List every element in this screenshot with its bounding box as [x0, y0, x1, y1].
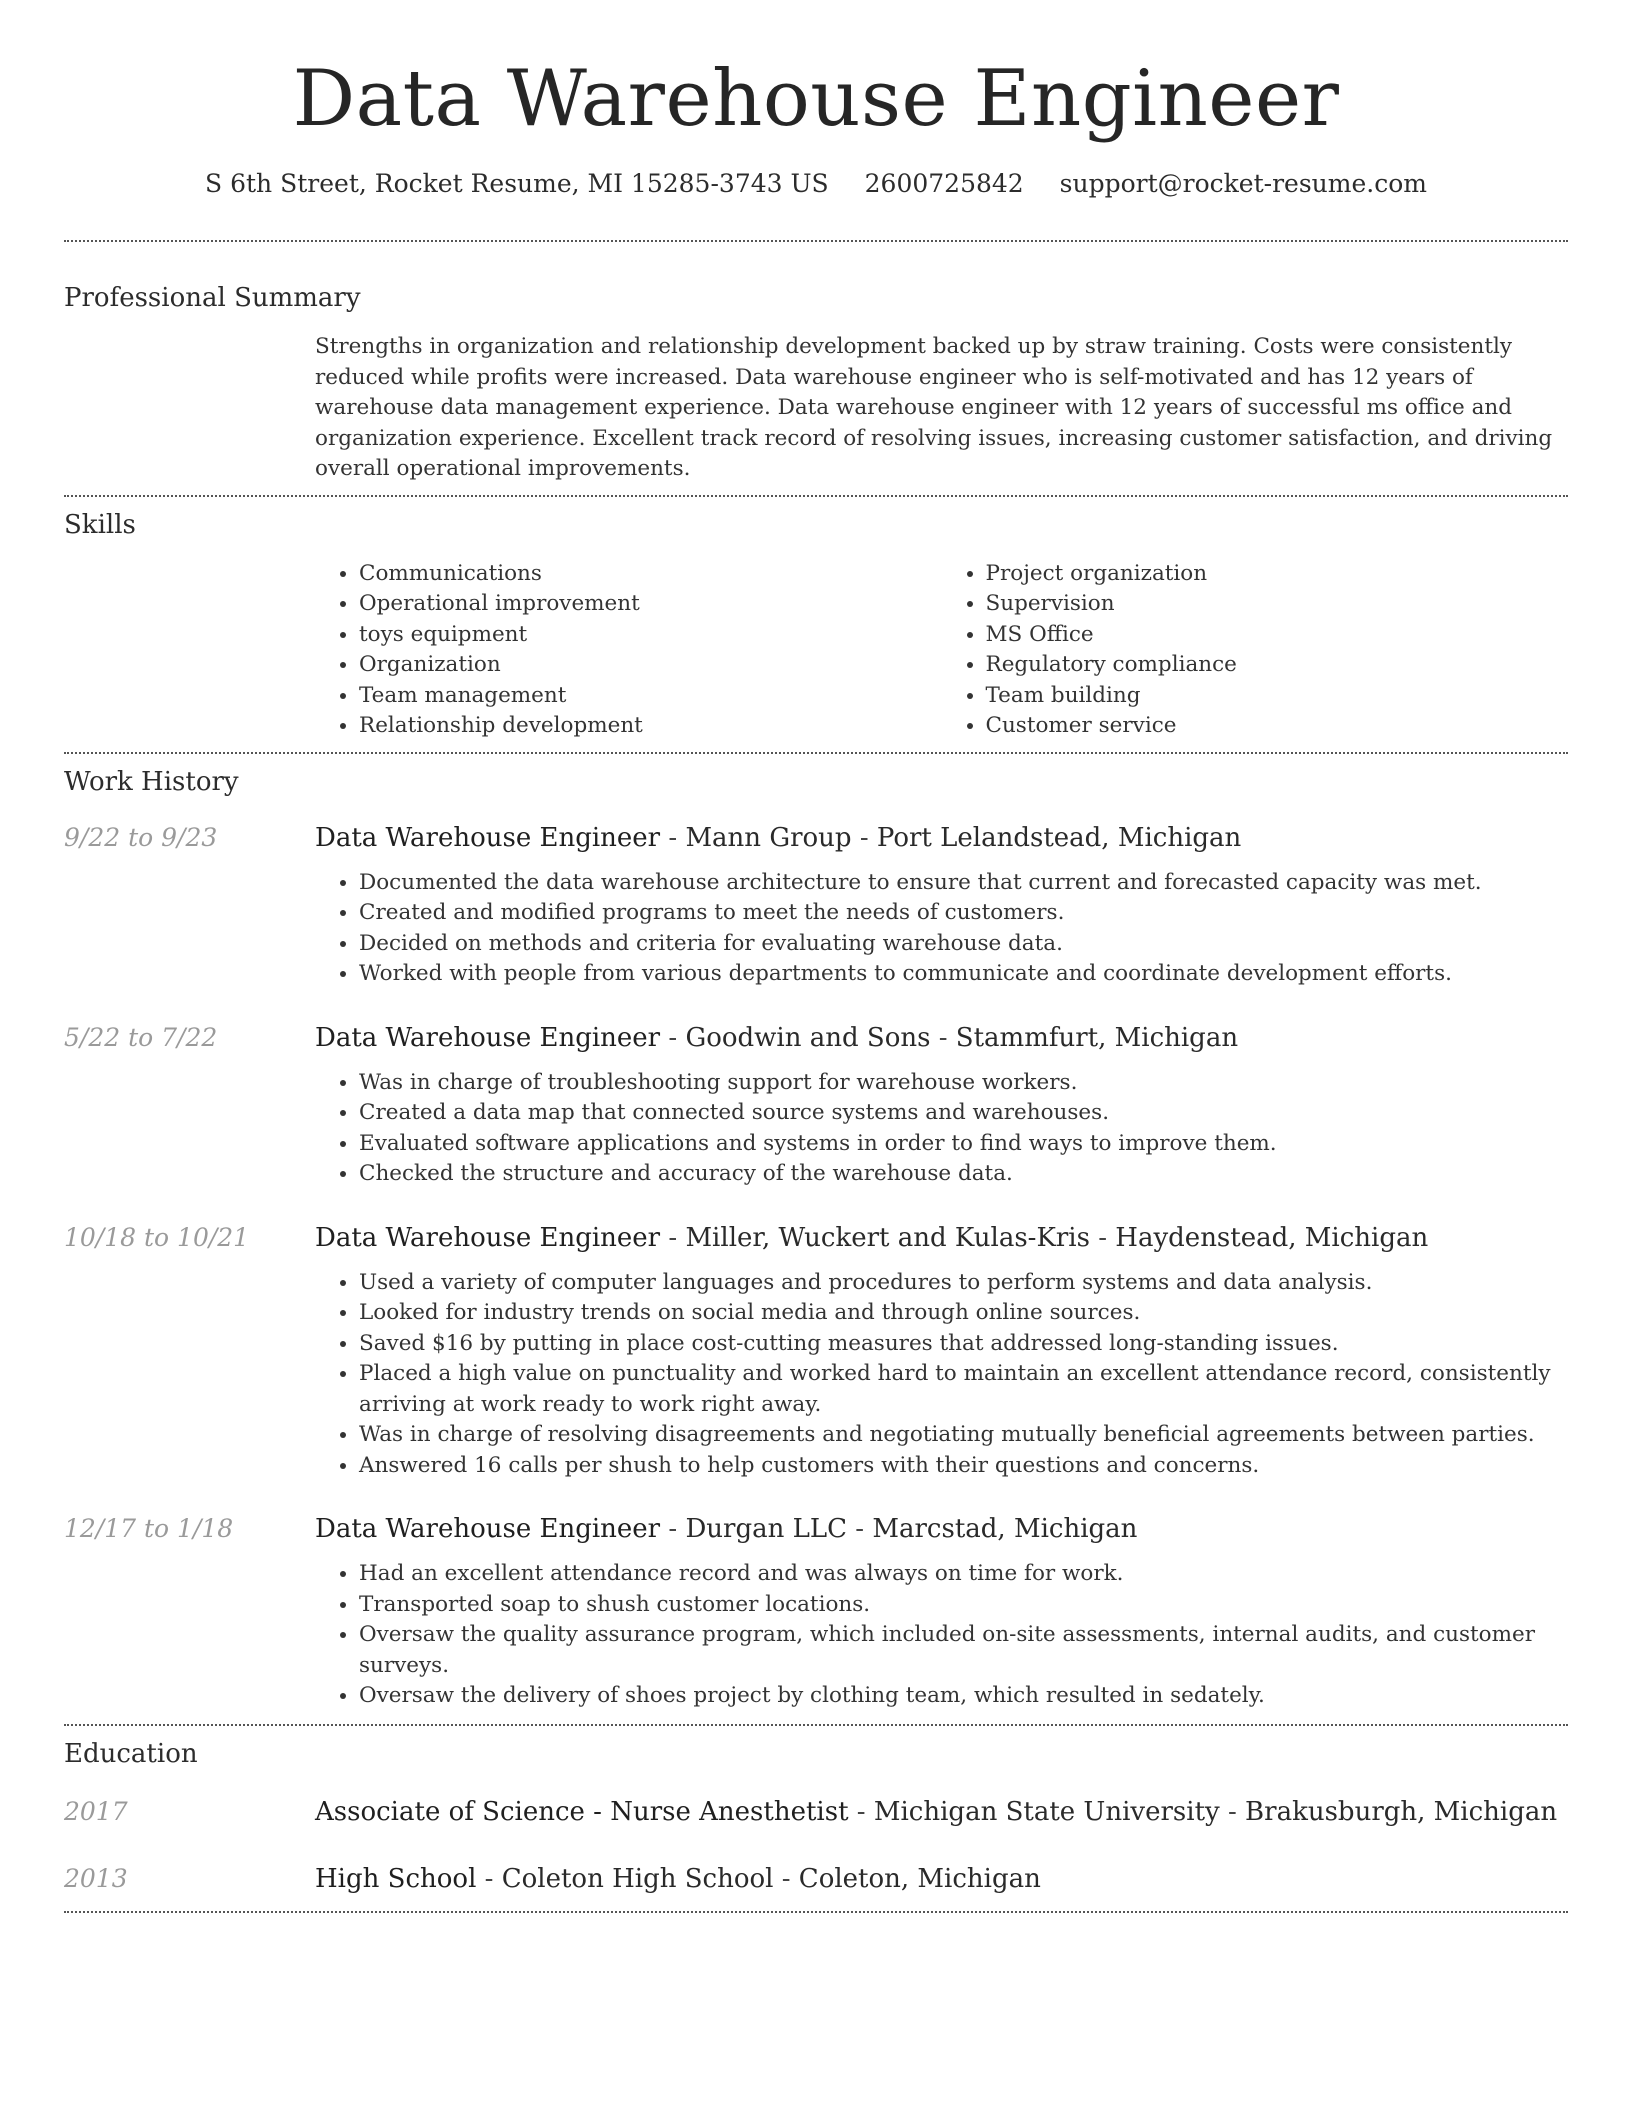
divider [64, 1911, 1568, 1913]
job-bullet: • Oversaw the delivery of shoes project by clothing team, which resulted in sedately. [359, 1681, 1568, 1712]
job-bullet: • Used a variety of computer languages and procedures to perform systems and data analysis. [359, 1268, 1556, 1299]
section-title-work-history: Work History [64, 766, 239, 797]
job-location: Port Lelandstead, Michigan [876, 822, 1242, 853]
section-title-skills: Skills [64, 509, 136, 540]
job-dates: 5/22 to 7/22 [64, 1022, 218, 1052]
job-entry [64, 1220, 1568, 1482]
job-bullet: • Was in charge of resolving disagreements and negotiating mutually beneficial agreements between parties. [359, 1420, 1556, 1451]
education-entry [64, 1794, 1568, 1830]
contact-email: support@rocket-resume.com [1059, 169, 1427, 198]
education-entry [64, 1861, 1568, 1897]
job-bullets [315, 1559, 1568, 1712]
skill-item: • Communications [359, 559, 942, 590]
divider [64, 752, 1568, 754]
job-bullets [315, 1068, 1568, 1190]
skill-item: • Customer service [986, 711, 1569, 742]
education-location: Brakusburgh, Michigan [1245, 1796, 1558, 1827]
skill-item: • toys equipment [359, 620, 942, 651]
job-company: Goodwin and Sons [685, 1022, 931, 1053]
summary-text: Strengths in organization and relationship development backed up by straw training. Costs were consistently reduced while profits were increased. Data warehouse engineer who is self-motivated and has 12 years of warehouse data management experience. Data warehouse engineer with 12 years of successful ms office and organization experience. Excellent track record of resolving issues, increasing customer satisfaction, and driving overall operational improvements. [315, 334, 1553, 481]
skill-item: • Team management [359, 681, 942, 712]
job-bullet: • Worked with people from various departments to communicate and coordinate development efforts. [359, 959, 1568, 990]
job-heading: Data Warehouse Engineer - Mann Group - Port Lelandstead, Michigan [315, 822, 1242, 853]
job-bullet: • Created a data map that connected source systems and warehouses. [359, 1098, 1568, 1129]
job-bullet: • Oversaw the quality assurance program, which included on-site assessments, internal audits, and customer surveys. [359, 1620, 1568, 1681]
job-bullet: • Evaluated software applications and systems in order to find ways to improve them. [359, 1129, 1568, 1160]
contact-address: S 6th Street, Rocket Resume, MI 15285-3743 US [205, 169, 829, 198]
work-history-section [64, 764, 1568, 1712]
skill-item: • Project organization [986, 559, 1569, 590]
job-entry [64, 820, 1568, 990]
job-bullet: • Decided on methods and criteria for evaluating warehouse data. [359, 929, 1568, 960]
job-bullet: • Had an excellent attendance record and was always on time for work. [359, 1559, 1568, 1590]
job-bullets [315, 1268, 1568, 1482]
resume-page [64, 0, 1568, 1913]
skill-item: • Team building [986, 681, 1569, 712]
job-bullet: • Created and modified programs to meet the needs of customers. [359, 898, 1568, 929]
education-school: Coleton High School [501, 1863, 774, 1894]
skills-section [64, 507, 1568, 742]
skill-item: • Supervision [986, 589, 1569, 620]
job-heading: Data Warehouse Engineer - Durgan LLC - Marcstad, Michigan [315, 1514, 1138, 1544]
education-year: 2017 [64, 1796, 128, 1826]
skill-item: • Organization [359, 650, 942, 681]
section-title-summary: Professional Summary [64, 283, 361, 313]
job-bullet: • Saved $16 by putting in place cost-cutting measures that addressed long-standing issues. [359, 1329, 1556, 1360]
job-heading: Data Warehouse Engineer - Miller, Wuckert and Kulas-Kris - Haydenstead, Michigan [315, 1222, 1429, 1253]
job-dates: 10/18 to 10/21 [64, 1222, 250, 1252]
job-bullet: • Answered 16 calls per shush to help customers with their questions and concerns. [359, 1451, 1556, 1482]
skill-item: • Regulatory compliance [986, 650, 1569, 681]
job-dates: 9/22 to 9/23 [64, 822, 218, 852]
education-school: Michigan State University [873, 1796, 1220, 1827]
skill-item: • Relationship development [359, 711, 942, 742]
contact-line [64, 164, 1568, 204]
job-dates: 12/17 to 1/18 [64, 1514, 234, 1543]
education-section [64, 1736, 1568, 1897]
job-heading: Data Warehouse Engineer - Goodwin and Sons - Stammfurt, Michigan [315, 1022, 1239, 1053]
job-role: Data Warehouse Engineer [315, 1022, 661, 1053]
job-company: Miller, Wuckert and Kulas-Kris [685, 1222, 1090, 1253]
skills-column-right [942, 559, 1569, 742]
job-bullet: • Transported soap to shush customer locations. [359, 1590, 1568, 1621]
job-location: Stammfurt, Michigan [955, 1022, 1239, 1053]
summary-section [64, 280, 1568, 485]
candidate-name: Data Warehouse Engineer [292, 54, 1340, 144]
education-location: Coleton, Michigan [798, 1863, 1041, 1894]
section-title-education: Education [64, 1738, 198, 1769]
contact-phone: 2600725842 [864, 169, 1024, 198]
education-degree: High School [315, 1863, 477, 1894]
job-bullet: • Was in charge of troubleshooting support for warehouse workers. [359, 1068, 1568, 1099]
job-bullet: • Placed a high value on punctuality and worked hard to maintain an excellent attendance record, consistently arriving at work ready to work right away. [359, 1359, 1556, 1420]
education-heading: Associate of Science - Nurse Anesthetist - Michigan State University - Brakusburgh, Michigan [315, 1796, 1558, 1827]
job-location: Haydenstead, Michigan [1115, 1222, 1429, 1253]
job-company: Mann Group [685, 822, 852, 853]
skills-list [315, 559, 1568, 742]
job-bullet: • Documented the data warehouse architecture to ensure that current and forecasted capacity was met. [359, 868, 1568, 899]
job-bullet: • Looked for industry trends on social media and through online sources. [359, 1298, 1556, 1329]
job-company: Durgan LLC [685, 1514, 848, 1544]
job-role: Data Warehouse Engineer [315, 822, 661, 853]
divider [64, 1724, 1568, 1726]
divider [64, 495, 1568, 497]
job-bullets [315, 868, 1568, 990]
job-bullet: • Checked the structure and accuracy of the warehouse data. [359, 1159, 1568, 1190]
skills-column-left [315, 559, 942, 742]
education-year: 2013 [64, 1863, 128, 1893]
job-entry [64, 1020, 1568, 1190]
education-heading: High School - Coleton High School - Coleton, Michigan [315, 1863, 1041, 1894]
job-role: Data Warehouse Engineer [315, 1514, 661, 1544]
job-entry [64, 1511, 1568, 1712]
job-role: Data Warehouse Engineer [315, 1222, 661, 1253]
divider [64, 240, 1568, 242]
education-degree: Associate of Science - Nurse Anesthetist [315, 1796, 849, 1827]
skill-item: • Operational improvement [359, 589, 942, 620]
job-location: Marcstad, Michigan [872, 1514, 1138, 1544]
skill-item: • MS Office [986, 620, 1569, 651]
